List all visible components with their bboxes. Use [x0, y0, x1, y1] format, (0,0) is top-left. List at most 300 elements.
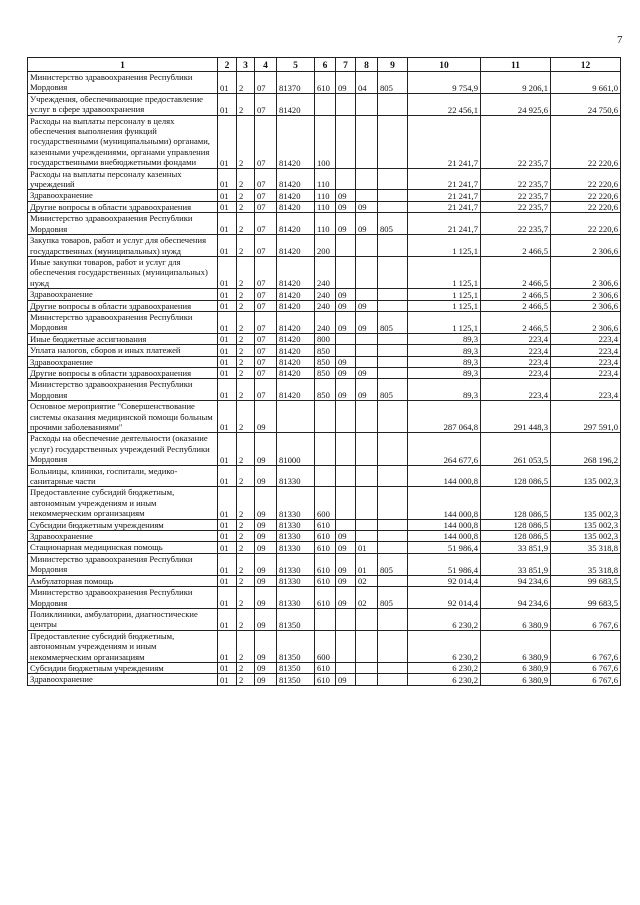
code-cell: 09: [356, 213, 378, 235]
amount-cell: 1 125,1: [408, 256, 481, 288]
table-row: [28, 674, 621, 685]
table-row: [28, 587, 621, 609]
code-cell: 09: [255, 630, 277, 662]
row-name-cell: Министерство здравоохранения Республики Мордовия: [28, 311, 218, 333]
amount-cell: 89,3: [408, 367, 481, 378]
table-row: [28, 367, 621, 378]
code-cell: 2: [237, 587, 255, 609]
code-cell: 2: [237, 72, 255, 94]
code-cell: 81420: [277, 190, 315, 201]
code-cell: 01: [218, 531, 237, 542]
code-cell: [378, 465, 408, 487]
amount-cell: 6 380,9: [481, 630, 551, 662]
code-cell: 09: [255, 401, 277, 433]
code-cell: [336, 401, 356, 433]
code-cell: [378, 531, 408, 542]
code-cell: 2: [237, 465, 255, 487]
code-cell: 01: [218, 519, 237, 530]
code-cell: 2: [237, 190, 255, 201]
code-cell: [378, 367, 408, 378]
code-cell: 2: [237, 553, 255, 575]
amount-cell: 92 014,4: [408, 575, 481, 586]
row-name-cell: Расходы на выплаты персоналу казенных учреждений: [28, 168, 218, 190]
amount-cell: 6 380,9: [481, 608, 551, 630]
code-cell: [336, 608, 356, 630]
code-cell: 07: [255, 345, 277, 356]
code-cell: 01: [218, 433, 237, 465]
code-cell: 09: [356, 300, 378, 311]
amount-cell: 33 851,9: [481, 553, 551, 575]
code-cell: [378, 235, 408, 257]
amount-cell: 6 767,6: [551, 674, 621, 685]
amount-cell: 51 986,4: [408, 542, 481, 553]
code-cell: 81420: [277, 345, 315, 356]
amount-cell: 94 234,6: [481, 575, 551, 586]
amount-cell: 2 466,5: [481, 300, 551, 311]
code-cell: 610: [315, 662, 336, 673]
amount-cell: 144 000,8: [408, 465, 481, 487]
column-header: 3: [237, 58, 255, 72]
code-cell: 805: [378, 379, 408, 401]
code-cell: 01: [218, 311, 237, 333]
amount-cell: 9 661,0: [551, 72, 621, 94]
code-cell: 2: [237, 433, 255, 465]
code-cell: [336, 235, 356, 257]
row-name-cell: Расходы на выплаты персоналу в целях обеспечения выполнения функций государственными (муниципальными) органами, казенными учреждениями, органами управления государственными внебюджетными фондами: [28, 115, 218, 168]
amount-cell: 2 306,6: [551, 311, 621, 333]
code-cell: 2: [237, 311, 255, 333]
amount-cell: 22 220,6: [551, 213, 621, 235]
code-cell: 09: [336, 553, 356, 575]
header-row: [28, 58, 621, 72]
column-header: 8: [356, 58, 378, 72]
code-cell: 07: [255, 333, 277, 344]
code-cell: 01: [218, 333, 237, 344]
code-cell: 2: [237, 630, 255, 662]
row-name-cell: Здравоохранение: [28, 531, 218, 542]
code-cell: 01: [218, 401, 237, 433]
code-cell: 07: [255, 72, 277, 94]
code-cell: 110: [315, 213, 336, 235]
code-cell: [356, 115, 378, 168]
amount-cell: 22 235,7: [481, 213, 551, 235]
code-cell: 610: [315, 72, 336, 94]
amount-cell: 223,4: [481, 379, 551, 401]
amount-cell: 144 000,8: [408, 531, 481, 542]
code-cell: 01: [218, 72, 237, 94]
amount-cell: 89,3: [408, 379, 481, 401]
table-row: [28, 213, 621, 235]
code-cell: 81350: [277, 662, 315, 673]
code-cell: [315, 465, 336, 487]
table-row: [28, 379, 621, 401]
amount-cell: 51 986,4: [408, 553, 481, 575]
table-row: [28, 487, 621, 519]
code-cell: 07: [255, 311, 277, 333]
amount-cell: 223,4: [551, 379, 621, 401]
code-cell: 01: [218, 256, 237, 288]
amount-cell: 6 767,6: [551, 630, 621, 662]
code-cell: 09: [336, 201, 356, 212]
code-cell: 610: [315, 519, 336, 530]
code-cell: 02: [356, 575, 378, 586]
code-cell: [356, 345, 378, 356]
code-cell: 81330: [277, 575, 315, 586]
amount-cell: 6 230,2: [408, 662, 481, 673]
code-cell: 07: [255, 190, 277, 201]
amount-cell: 22 235,7: [481, 201, 551, 212]
amount-cell: 6 230,2: [408, 630, 481, 662]
code-cell: 110: [315, 168, 336, 190]
code-cell: 09: [255, 674, 277, 685]
table-row: [28, 93, 621, 115]
code-cell: 610: [315, 531, 336, 542]
code-cell: [336, 662, 356, 673]
table-body: [28, 72, 621, 686]
code-cell: 07: [255, 213, 277, 235]
code-cell: [356, 662, 378, 673]
code-cell: 2: [237, 213, 255, 235]
code-cell: 01: [218, 289, 237, 300]
code-cell: 81420: [277, 201, 315, 212]
amount-cell: 135 002,3: [551, 487, 621, 519]
code-cell: 2: [237, 379, 255, 401]
code-cell: 09: [336, 531, 356, 542]
amount-cell: 297 591,0: [551, 401, 621, 433]
code-cell: 850: [315, 345, 336, 356]
amount-cell: 223,4: [551, 345, 621, 356]
table-row: [28, 345, 621, 356]
code-cell: 01: [218, 662, 237, 673]
code-cell: 01: [218, 367, 237, 378]
row-name-cell: Субсидии бюджетным учреждениям: [28, 519, 218, 530]
code-cell: [378, 630, 408, 662]
table-row: [28, 356, 621, 367]
code-cell: [378, 333, 408, 344]
code-cell: 2: [237, 674, 255, 685]
row-name-cell: Амбулаторная помощь: [28, 575, 218, 586]
amount-cell: 2 306,6: [551, 256, 621, 288]
code-cell: 81420: [277, 300, 315, 311]
code-cell: 81420: [277, 256, 315, 288]
code-cell: [336, 519, 356, 530]
code-cell: 805: [378, 553, 408, 575]
code-cell: [336, 465, 356, 487]
code-cell: 2: [237, 356, 255, 367]
amount-cell: 99 683,5: [551, 587, 621, 609]
code-cell: 610: [315, 542, 336, 553]
code-cell: 09: [336, 542, 356, 553]
code-cell: 2: [237, 289, 255, 300]
code-cell: [315, 433, 336, 465]
code-cell: 07: [255, 356, 277, 367]
amount-cell: 264 677,6: [408, 433, 481, 465]
code-cell: [378, 115, 408, 168]
code-cell: 81330: [277, 531, 315, 542]
amount-cell: 6 380,9: [481, 674, 551, 685]
code-cell: 81420: [277, 379, 315, 401]
amount-cell: 89,3: [408, 333, 481, 344]
code-cell: [356, 519, 378, 530]
row-name-cell: Уплата налогов, сборов и иных платежей: [28, 345, 218, 356]
row-name-cell: Другие вопросы в области здравоохранения: [28, 300, 218, 311]
row-name-cell: Субсидии бюджетным учреждениям: [28, 662, 218, 673]
row-name-cell: Иные закупки товаров, работ и услуг для обеспечения государственных (муниципальных) нужд: [28, 256, 218, 288]
table-row: [28, 542, 621, 553]
code-cell: 81330: [277, 465, 315, 487]
code-cell: 2: [237, 608, 255, 630]
row-name-cell: Здравоохранение: [28, 289, 218, 300]
amount-cell: 2 466,5: [481, 289, 551, 300]
table-row: [28, 289, 621, 300]
code-cell: 81420: [277, 333, 315, 344]
row-name-cell: Министерство здравоохранения Республики Мордовия: [28, 379, 218, 401]
row-name-cell: Министерство здравоохранения Республики Мордовия: [28, 213, 218, 235]
row-name-cell: Предоставление субсидий бюджетным, автономным учреждениям и иным некоммерческим организациям: [28, 487, 218, 519]
code-cell: 09: [356, 311, 378, 333]
code-cell: [378, 256, 408, 288]
code-cell: 800: [315, 333, 336, 344]
amount-cell: 1 125,1: [408, 300, 481, 311]
code-cell: 81420: [277, 356, 315, 367]
amount-cell: 1 125,1: [408, 289, 481, 300]
amount-cell: 135 002,3: [551, 531, 621, 542]
column-header: 11: [481, 58, 551, 72]
code-cell: [356, 401, 378, 433]
code-cell: 2: [237, 401, 255, 433]
table-row: [28, 168, 621, 190]
amount-cell: 22 235,7: [481, 168, 551, 190]
table-row: [28, 531, 621, 542]
code-cell: 600: [315, 630, 336, 662]
code-cell: 2: [237, 345, 255, 356]
code-cell: 2: [237, 93, 255, 115]
amount-cell: 291 448,3: [481, 401, 551, 433]
code-cell: 01: [218, 542, 237, 553]
amount-cell: 1 125,1: [408, 311, 481, 333]
amount-cell: 2 306,6: [551, 235, 621, 257]
code-cell: 81420: [277, 115, 315, 168]
amount-cell: 6 380,9: [481, 662, 551, 673]
code-cell: 240: [315, 300, 336, 311]
amount-cell: 268 196,2: [551, 433, 621, 465]
column-header: 7: [336, 58, 356, 72]
column-header: 1: [28, 58, 218, 72]
amount-cell: 89,3: [408, 356, 481, 367]
code-cell: 81420: [277, 367, 315, 378]
code-cell: 09: [336, 674, 356, 685]
code-cell: [378, 345, 408, 356]
amount-cell: 24 925,6: [481, 93, 551, 115]
column-header: 4: [255, 58, 277, 72]
code-cell: 01: [218, 608, 237, 630]
amount-cell: 6 767,6: [551, 662, 621, 673]
code-cell: 805: [378, 213, 408, 235]
code-cell: 600: [315, 487, 336, 519]
code-cell: [336, 345, 356, 356]
code-cell: [378, 487, 408, 519]
code-cell: 2: [237, 519, 255, 530]
table-row: [28, 465, 621, 487]
amount-cell: 128 086,5: [481, 519, 551, 530]
code-cell: [356, 608, 378, 630]
amount-cell: 33 851,9: [481, 542, 551, 553]
code-cell: 110: [315, 201, 336, 212]
amount-cell: 22 220,6: [551, 115, 621, 168]
code-cell: 09: [255, 575, 277, 586]
code-cell: 610: [315, 575, 336, 586]
code-cell: [356, 487, 378, 519]
amount-cell: 135 002,3: [551, 465, 621, 487]
amount-cell: 35 318,8: [551, 553, 621, 575]
amount-cell: 223,4: [551, 356, 621, 367]
amount-cell: 135 002,3: [551, 519, 621, 530]
code-cell: [315, 608, 336, 630]
code-cell: 110: [315, 190, 336, 201]
code-cell: 81350: [277, 674, 315, 685]
amount-cell: 144 000,8: [408, 519, 481, 530]
code-cell: 81370: [277, 72, 315, 94]
code-cell: 09: [255, 662, 277, 673]
code-cell: 2: [237, 168, 255, 190]
row-name-cell: Учреждения, обеспечивающие предоставление услуг в сфере здравоохранения: [28, 93, 218, 115]
code-cell: 2: [237, 235, 255, 257]
amount-cell: 223,4: [481, 333, 551, 344]
code-cell: [356, 190, 378, 201]
column-header: 9: [378, 58, 408, 72]
code-cell: 81420: [277, 213, 315, 235]
amount-cell: 21 241,7: [408, 201, 481, 212]
code-cell: 2: [237, 115, 255, 168]
code-cell: 09: [336, 72, 356, 94]
code-cell: 81350: [277, 630, 315, 662]
code-cell: 01: [218, 115, 237, 168]
amount-cell: 92 014,4: [408, 587, 481, 609]
code-cell: [356, 289, 378, 300]
code-cell: 2: [237, 531, 255, 542]
table-row: [28, 300, 621, 311]
code-cell: 09: [336, 190, 356, 201]
code-cell: 81330: [277, 519, 315, 530]
code-cell: 240: [315, 256, 336, 288]
code-cell: 2: [237, 487, 255, 519]
code-cell: 2: [237, 256, 255, 288]
code-cell: 805: [378, 72, 408, 94]
code-cell: [378, 93, 408, 115]
column-header: 12: [551, 58, 621, 72]
code-cell: 09: [255, 519, 277, 530]
table-row: [28, 190, 621, 201]
code-cell: 240: [315, 289, 336, 300]
amount-cell: 35 318,8: [551, 542, 621, 553]
code-cell: 01: [218, 575, 237, 586]
code-cell: 01: [218, 190, 237, 201]
code-cell: 2: [237, 662, 255, 673]
amount-cell: 128 086,5: [481, 531, 551, 542]
code-cell: 04: [356, 72, 378, 94]
row-name-cell: Здравоохранение: [28, 674, 218, 685]
code-cell: [356, 93, 378, 115]
amount-cell: 94 234,6: [481, 587, 551, 609]
code-cell: 81330: [277, 487, 315, 519]
code-cell: 07: [255, 235, 277, 257]
amount-cell: 2 466,5: [481, 235, 551, 257]
row-name-cell: Другие вопросы в области здравоохранения: [28, 367, 218, 378]
code-cell: [378, 300, 408, 311]
table-row: [28, 201, 621, 212]
code-cell: 09: [255, 608, 277, 630]
code-cell: 200: [315, 235, 336, 257]
code-cell: 01: [218, 674, 237, 685]
code-cell: 01: [218, 201, 237, 212]
amount-cell: 9 206,1: [481, 72, 551, 94]
amount-cell: 22 220,6: [551, 201, 621, 212]
code-cell: 2: [237, 575, 255, 586]
amount-cell: 6 230,2: [408, 674, 481, 685]
code-cell: 850: [315, 356, 336, 367]
amount-cell: 261 053,5: [481, 433, 551, 465]
code-cell: 81330: [277, 587, 315, 609]
code-cell: 2: [237, 542, 255, 553]
code-cell: 07: [255, 256, 277, 288]
row-name-cell: Министерство здравоохранения Республики Мордовия: [28, 553, 218, 575]
code-cell: [378, 168, 408, 190]
table-row: [28, 630, 621, 662]
table-row: [28, 311, 621, 333]
code-cell: [378, 190, 408, 201]
code-cell: 09: [255, 587, 277, 609]
code-cell: 07: [255, 367, 277, 378]
code-cell: 09: [356, 201, 378, 212]
code-cell: 09: [336, 311, 356, 333]
code-cell: 07: [255, 289, 277, 300]
amount-cell: 1 125,1: [408, 235, 481, 257]
code-cell: 09: [356, 367, 378, 378]
code-cell: [378, 542, 408, 553]
code-cell: [356, 465, 378, 487]
code-cell: 07: [255, 379, 277, 401]
code-cell: 2: [237, 333, 255, 344]
code-cell: 09: [336, 367, 356, 378]
code-cell: [336, 93, 356, 115]
code-cell: 01: [218, 487, 237, 519]
code-cell: 01: [218, 168, 237, 190]
code-cell: 01: [218, 630, 237, 662]
code-cell: 09: [255, 553, 277, 575]
code-cell: [378, 674, 408, 685]
code-cell: [378, 519, 408, 530]
code-cell: 09: [336, 213, 356, 235]
table-row: [28, 333, 621, 344]
table-row: [28, 575, 621, 586]
code-cell: 01: [218, 213, 237, 235]
amount-cell: 223,4: [481, 367, 551, 378]
amount-cell: 2 466,5: [481, 256, 551, 288]
code-cell: 01: [218, 345, 237, 356]
table-row: [28, 662, 621, 673]
code-cell: 100: [315, 115, 336, 168]
code-cell: 09: [336, 289, 356, 300]
table-row: [28, 433, 621, 465]
code-cell: 610: [315, 674, 336, 685]
code-cell: [378, 608, 408, 630]
code-cell: 02: [356, 587, 378, 609]
code-cell: 805: [378, 311, 408, 333]
code-cell: 09: [255, 531, 277, 542]
code-cell: 805: [378, 587, 408, 609]
code-cell: 09: [255, 433, 277, 465]
code-cell: 81000: [277, 433, 315, 465]
